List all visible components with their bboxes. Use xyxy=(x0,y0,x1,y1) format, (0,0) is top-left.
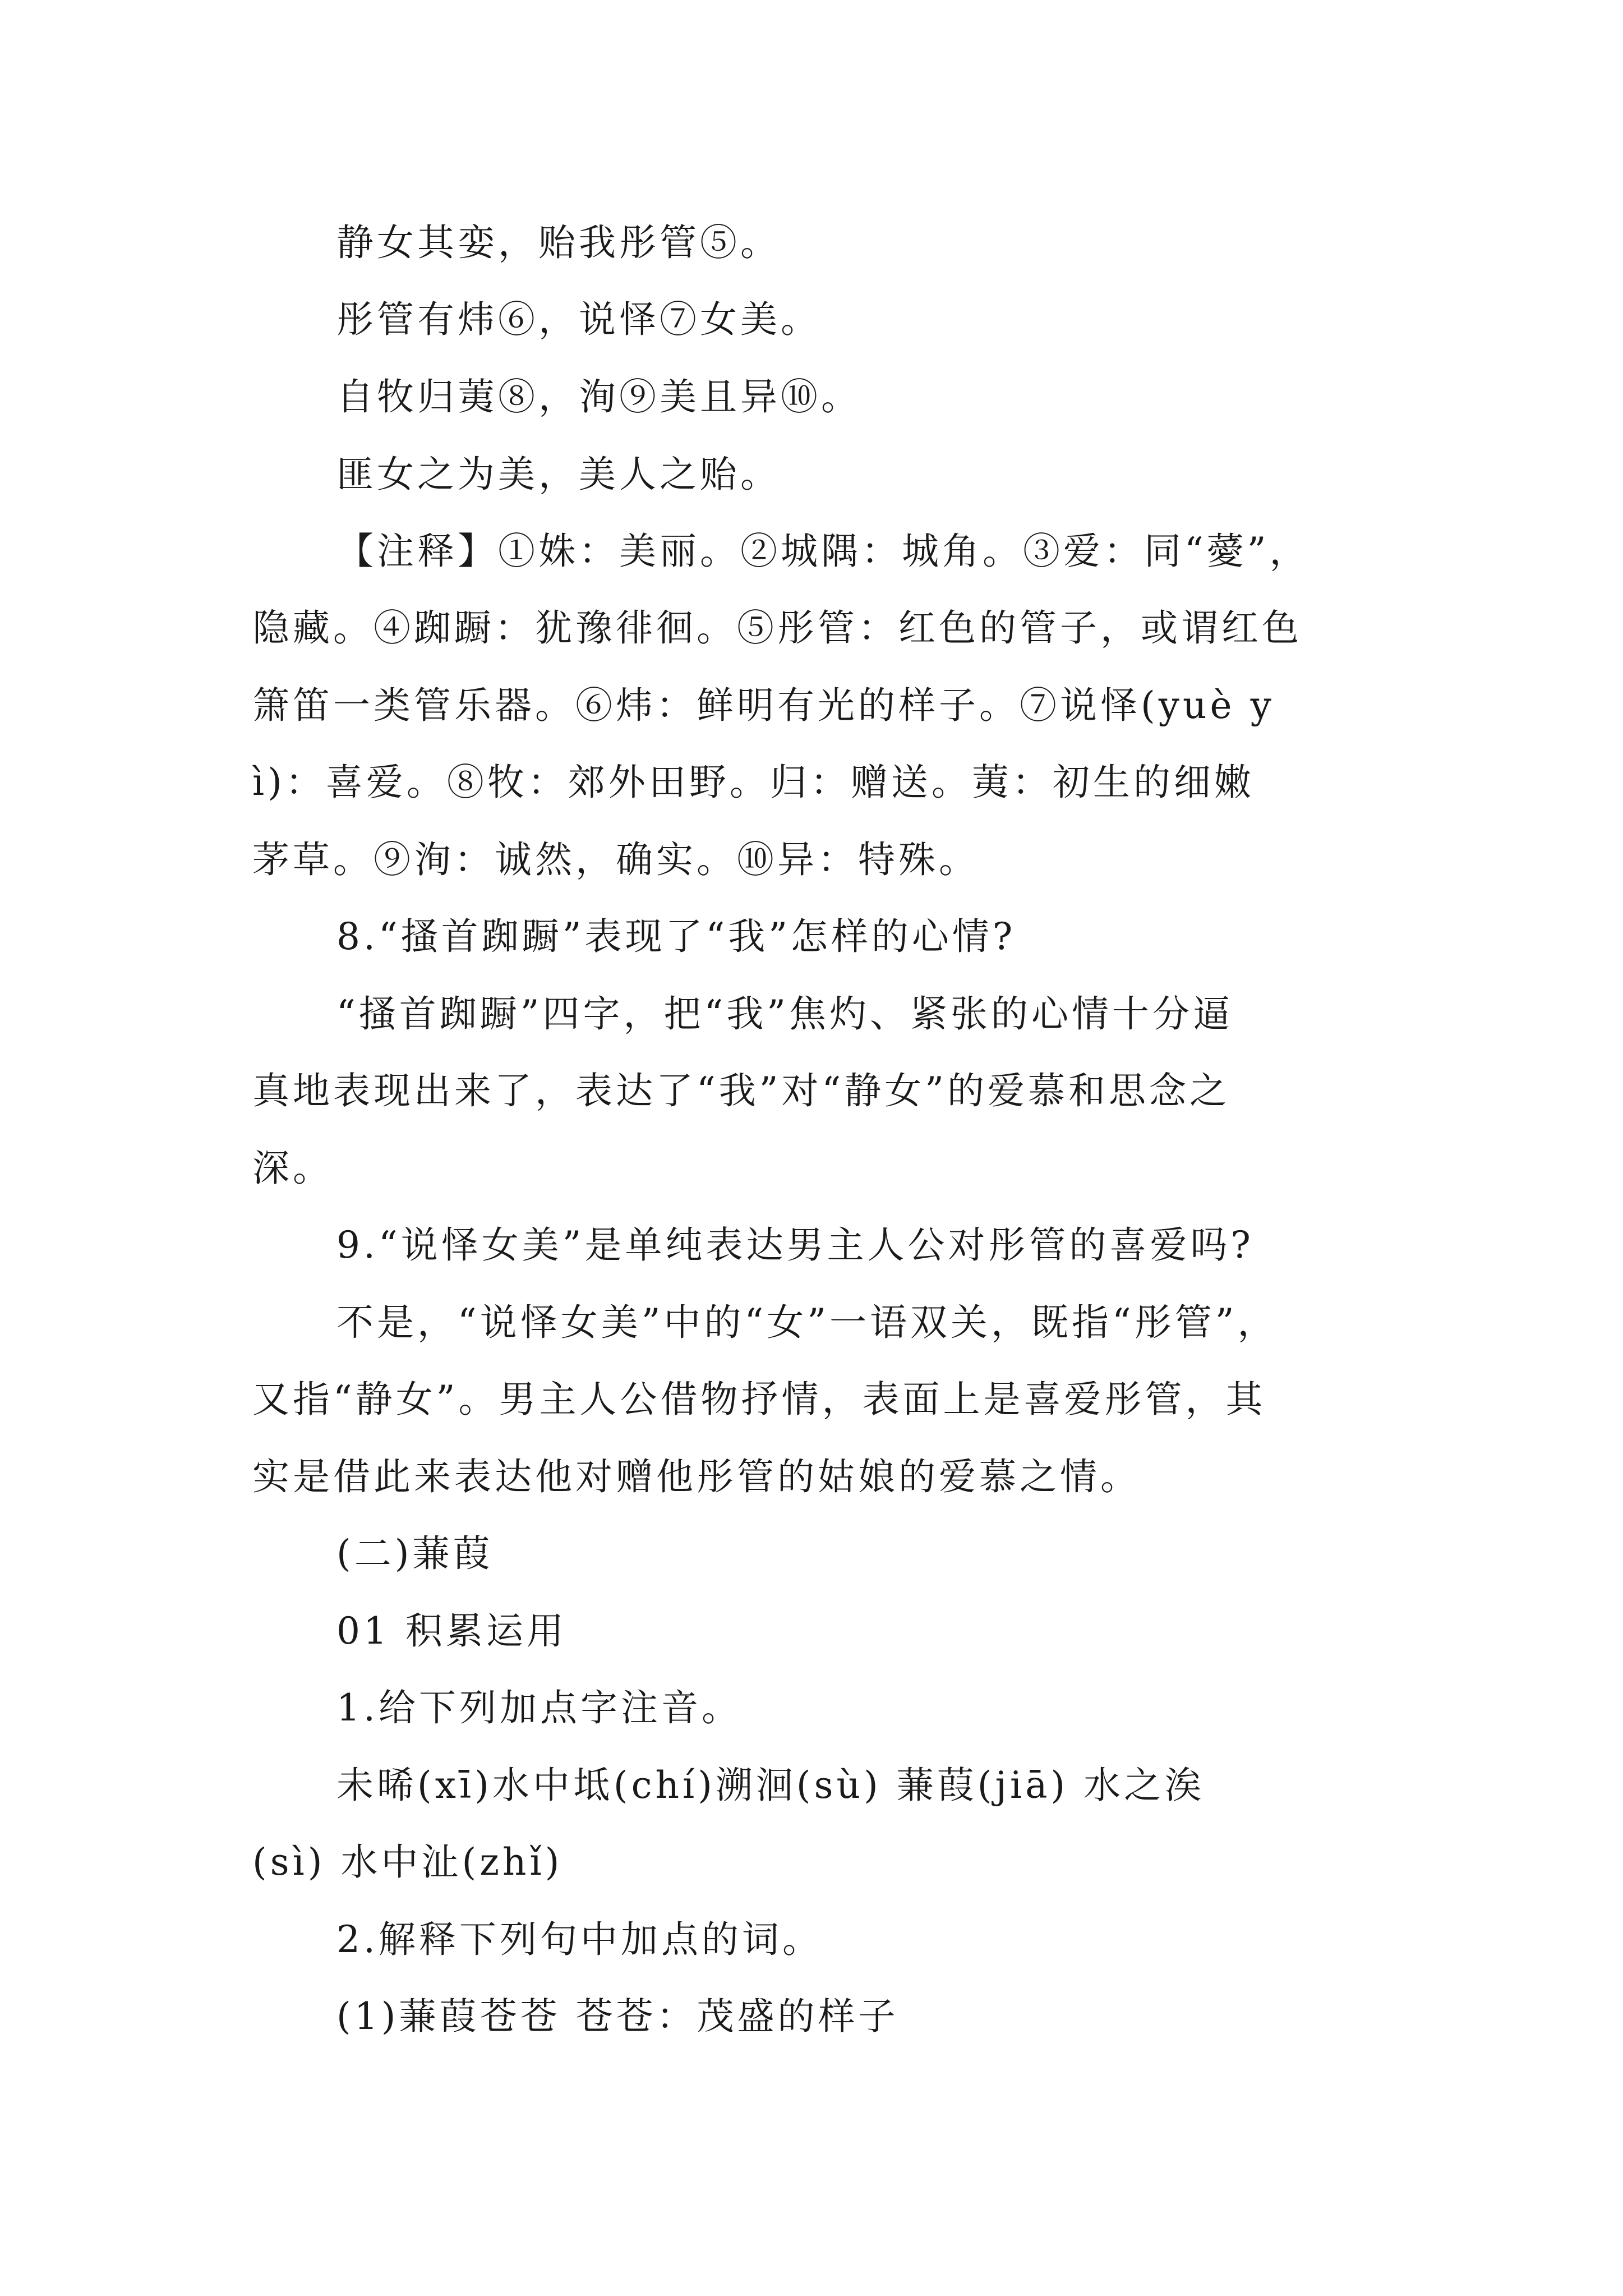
question-8: 8.“搔首踟蹰”表现了“我”怎样的心情? xyxy=(336,915,1016,958)
question-9: 9.“说怿女美”是单纯表达男主人公对彤管的喜爱吗? xyxy=(336,1223,1254,1267)
answer-9-line-1: 不是，“说怿女美”中的“女”一语双关，既指“彤管”， xyxy=(336,1301,1278,1344)
exercise-1-title: 1.给下列加点字注音。 xyxy=(336,1686,742,1729)
notes-line-5: 茅草。⑨洵：诚然，确实。⑩异：特殊。 xyxy=(252,838,979,881)
poem-line-4: 匪女之为美，美人之贻。 xyxy=(336,453,781,496)
notes-line-4: ì)：喜爱。⑧牧：郊外田野。归：赠送。荑：初生的细嫩 xyxy=(252,761,1255,804)
answer-8-line-2: 真地表现出来了，表达了“我”对“静女”的爱慕和思念之 xyxy=(252,1069,1230,1112)
notes-line-3: 箫笛一类管乐器。⑥炜：鲜明有光的样子。⑦说怿(yuè y xyxy=(252,684,1275,727)
notes-line-2: 隐藏。④踟蹰：犹豫徘徊。⑤彤管：红色的管子，或谓红色 xyxy=(252,606,1302,650)
poem-line-1: 静女其娈，贻我彤管⑤。 xyxy=(336,221,781,264)
poem-line-2: 彤管有炜⑥，说怿⑦女美。 xyxy=(336,298,821,341)
notes-line-1: 【注释】①姝：美丽。②城隅：城角。③爱：同“薆”， xyxy=(336,530,1310,573)
section-heading: (二)蒹葭 xyxy=(336,1532,494,1575)
exercise-1-line-1: 未晞(xī)水中坻(chí)溯洄(sù) 蒹葭(jiā) 水之涘 xyxy=(336,1764,1205,1807)
exercise-2-title: 2.解释下列句中加点的词。 xyxy=(336,1918,823,1961)
answer-8-line-3: 深。 xyxy=(252,1147,333,1190)
exercise-1-line-2: (sì) 水中沚(zhǐ) xyxy=(252,1841,563,1884)
subsection-heading: 01 积累运用 xyxy=(336,1609,567,1653)
answer-9-line-2: 又指“静女”。男主人公借物抒情，表面上是喜爱彤管，其 xyxy=(252,1378,1266,1421)
answer-8-line-1: “搔首踟蹰”四字，把“我”焦灼、紧张的心情十分逼 xyxy=(336,992,1233,1036)
exercise-2-item-1: (1)蒹葭苍苍 苍苍：茂盛的样子 xyxy=(336,1995,899,2038)
answer-9-line-3: 实是借此来表达他对赠他彤管的姑娘的爱慕之情。 xyxy=(252,1455,1141,1498)
poem-line-3: 自牧归荑⑧，洵⑨美且异⑩。 xyxy=(336,375,861,418)
